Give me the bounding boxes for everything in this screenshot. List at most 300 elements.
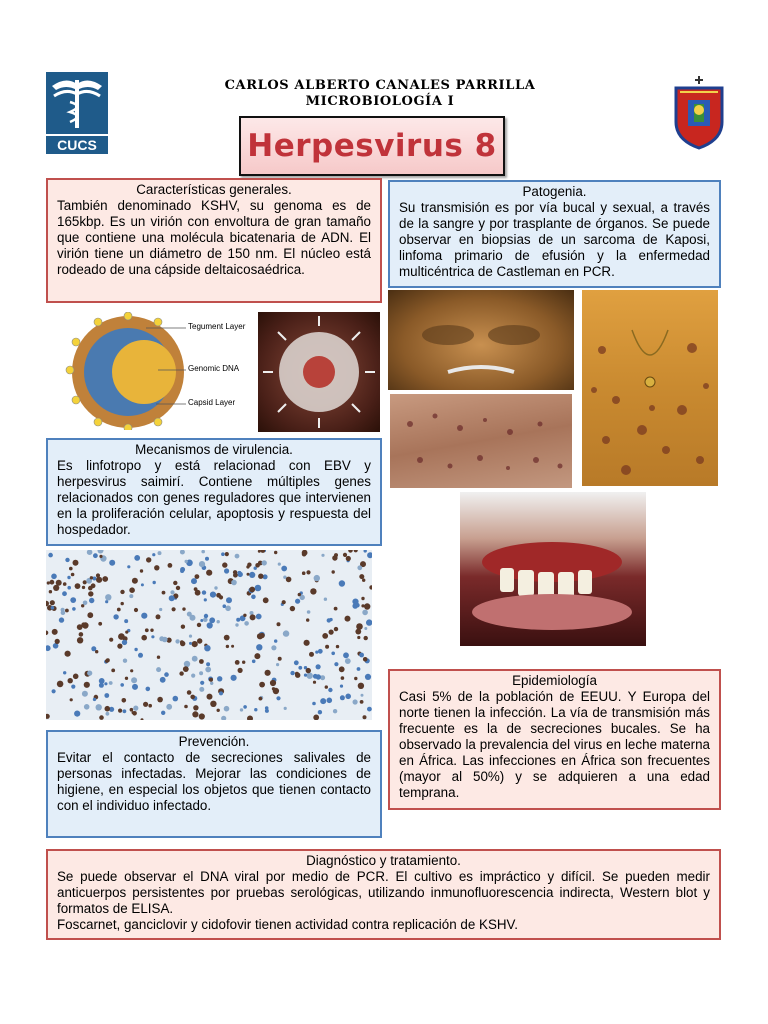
- cell-nucleus: [361, 597, 364, 600]
- cell-nucleus: [258, 550, 261, 553]
- cell-nucleus: [250, 611, 254, 615]
- cell-nucleus: [250, 614, 256, 620]
- cell-nucleus: [259, 682, 265, 688]
- cell-nucleus: [325, 645, 329, 649]
- patient-chest-photo: [582, 290, 718, 486]
- cell-nucleus: [182, 607, 185, 610]
- cell-nucleus: [70, 597, 76, 603]
- cell-nucleus: [57, 681, 64, 688]
- cell-nucleus: [345, 658, 351, 664]
- cell-nucleus: [206, 570, 212, 576]
- cell-nucleus: [74, 711, 80, 717]
- cell-nucleus: [143, 702, 148, 707]
- cell-nucleus: [329, 618, 332, 621]
- cell-nucleus: [132, 684, 138, 690]
- cell-nucleus: [366, 619, 372, 625]
- patient-arms-photo: [390, 394, 572, 488]
- cell-nucleus: [48, 553, 53, 558]
- cell-nucleus: [148, 704, 152, 708]
- prevencion-box: [46, 730, 382, 838]
- cell-nucleus: [249, 572, 255, 578]
- cell-nucleus: [65, 609, 69, 613]
- cell-nucleus: [251, 595, 256, 600]
- cell-nucleus: [197, 623, 201, 627]
- cell-nucleus: [113, 614, 118, 619]
- cell-nucleus: [271, 645, 276, 650]
- cell-nucleus: [354, 677, 357, 680]
- cell-nucleus: [324, 598, 327, 601]
- cell-nucleus: [226, 645, 229, 648]
- cell-nucleus: [221, 552, 225, 556]
- cell-nucleus: [96, 577, 102, 583]
- cell-nucleus: [294, 660, 299, 665]
- cell-nucleus: [140, 569, 143, 572]
- cell-nucleus: [260, 550, 265, 553]
- cell-nucleus: [322, 633, 328, 639]
- cell-nucleus: [52, 689, 56, 693]
- cell-nucleus: [173, 696, 179, 702]
- cell-nucleus: [192, 711, 198, 717]
- cell-nucleus: [159, 608, 162, 611]
- cell-nucleus: [79, 632, 84, 637]
- cell-nucleus: [295, 672, 299, 676]
- cell-nucleus: [160, 677, 166, 683]
- cell-nucleus: [357, 565, 362, 570]
- cell-nucleus: [304, 640, 310, 646]
- cell-nucleus: [224, 568, 229, 573]
- cell-nucleus: [357, 636, 360, 639]
- cell-nucleus: [364, 636, 368, 640]
- cell-nucleus: [204, 614, 208, 618]
- cell-nucleus: [199, 713, 205, 719]
- cell-nucleus: [93, 553, 98, 558]
- cell-nucleus: [102, 576, 108, 582]
- patient-face-photo: [388, 290, 574, 390]
- epidemiologia-body: Casi 5% de la población de EEUU. Y Europa del norte tienen la infección. La vía de transmisión más frecuente es la de secreciones bucales. Se ha observado la prevalencia del virus en leche materna en África. Las infecciones en África son frecuentes (mayor al 50%) y se adquieren a una edad temprana.: [399, 689, 710, 800]
- cell-nucleus: [361, 604, 364, 607]
- cell-nucleus: [343, 553, 347, 557]
- cell-nucleus: [359, 653, 364, 658]
- cell-nucleus: [210, 701, 216, 707]
- cell-nucleus: [176, 586, 180, 590]
- mecanismos-heading: Mecanismos de virulencia.: [135, 442, 293, 457]
- cell-nucleus: [274, 551, 277, 554]
- cell-nucleus: [158, 551, 162, 555]
- cell-nucleus: [127, 565, 130, 568]
- patogenia-body: Su transmisión es por vía bucal y sexual, a través de la sangre y por trasplante de órganos. Se puede observar en biopsias de un sarcoma de Kaposi, linfoma primario de efusión y la enfermedad multicéntrica de Castleman en PCR.: [399, 200, 710, 279]
- cell-nucleus: [109, 560, 115, 566]
- cell-nucleus: [237, 571, 241, 575]
- cell-nucleus: [157, 697, 163, 703]
- cell-nucleus: [369, 585, 372, 589]
- cell-nucleus: [125, 631, 128, 634]
- genomic-label: Genomic DNA: [188, 364, 240, 373]
- cell-nucleus: [247, 716, 253, 721]
- cell-nucleus: [192, 656, 198, 662]
- cell-nucleus: [243, 614, 246, 617]
- cell-nucleus: [120, 590, 124, 594]
- cell-nucleus: [63, 671, 66, 674]
- prevencion-body: Evitar el contacto de secreciones salivales de personas infectadas. Mejorar las condiciones de higiene, en especial los objetos que tienen contacto con el individuo infectado.: [57, 750, 371, 813]
- cell-nucleus: [281, 566, 287, 572]
- cell-nucleus: [156, 614, 161, 619]
- cell-nucleus: [166, 704, 172, 710]
- cell-nucleus: [93, 698, 96, 701]
- cell-nucleus: [95, 650, 98, 653]
- cell-nucleus: [199, 671, 203, 675]
- cell-nucleus: [256, 644, 262, 650]
- cell-nucleus: [217, 620, 220, 623]
- cell-nucleus: [99, 678, 105, 684]
- cell-nucleus: [71, 685, 75, 689]
- cell-nucleus: [133, 706, 138, 711]
- cell-nucleus: [129, 587, 135, 593]
- cell-nucleus: [46, 631, 48, 636]
- cell-nucleus: [265, 709, 269, 713]
- cell-nucleus: [61, 608, 65, 612]
- author-name: [200, 78, 560, 110]
- cell-nucleus: [217, 676, 222, 681]
- cell-nucleus: [328, 688, 332, 692]
- cell-nucleus: [134, 608, 138, 612]
- cell-nucleus: [263, 597, 269, 603]
- cell-nucleus: [205, 667, 211, 673]
- cell-nucleus: [334, 553, 338, 557]
- patogenia-box: [388, 180, 721, 288]
- cell-nucleus: [259, 697, 263, 701]
- cell-nucleus: [290, 671, 294, 675]
- cell-nucleus: [152, 553, 155, 556]
- cell-nucleus: [90, 576, 93, 579]
- cell-nucleus: [150, 629, 153, 632]
- cell-nucleus: [56, 580, 62, 586]
- cell-nucleus: [243, 705, 247, 709]
- cell-nucleus: [141, 583, 144, 586]
- cell-nucleus: [286, 577, 292, 583]
- cell-nucleus: [55, 639, 60, 644]
- cell-nucleus: [180, 550, 185, 555]
- cell-nucleus: [329, 630, 334, 635]
- cell-nucleus: [51, 574, 57, 580]
- cell-nucleus: [162, 637, 168, 643]
- cell-nucleus: [162, 591, 166, 595]
- cell-nucleus: [168, 563, 173, 568]
- cell-nucleus: [122, 640, 127, 645]
- cell-nucleus: [217, 709, 220, 712]
- mecanismos-body: Es linfotropo y está relacionad con EBV y herpesvirus saimirí. Contiene múltiples genes relacionados con genes reguladores que intervienen en la proliferación celular, apoptosis y respuesta del hospedador.: [57, 458, 371, 537]
- cell-nucleus: [96, 704, 102, 710]
- cell-nucleus: [193, 705, 198, 710]
- cell-nucleus: [346, 556, 351, 561]
- cell-nucleus: [207, 622, 213, 628]
- cell-nucleus: [99, 555, 102, 558]
- cell-nucleus: [192, 641, 198, 647]
- cell-nucleus: [226, 597, 232, 603]
- cell-nucleus: [169, 595, 175, 601]
- cell-nucleus: [240, 708, 243, 711]
- cell-nucleus: [367, 707, 372, 712]
- cell-nucleus: [364, 627, 367, 630]
- cell-nucleus: [63, 582, 67, 586]
- caracteristicas-box: [46, 178, 382, 303]
- mecanismos-box: [46, 438, 382, 546]
- cell-nucleus: [365, 674, 371, 680]
- cell-nucleus: [194, 587, 198, 591]
- cell-nucleus: [356, 623, 363, 630]
- cell-nucleus: [104, 682, 107, 685]
- cell-nucleus: [141, 635, 147, 641]
- cell-nucleus: [276, 663, 279, 666]
- cell-nucleus: [345, 616, 351, 622]
- cell-nucleus: [318, 649, 323, 654]
- cell-nucleus: [123, 709, 127, 713]
- cell-nucleus: [180, 640, 184, 644]
- cell-nucleus: [258, 574, 263, 579]
- cell-nucleus: [181, 625, 185, 629]
- cell-nucleus: [312, 702, 316, 706]
- cell-nucleus: [225, 606, 231, 612]
- cell-nucleus: [352, 603, 358, 609]
- virion-diagram: [46, 312, 252, 430]
- cell-nucleus: [310, 588, 316, 594]
- cell-nucleus: [236, 618, 240, 622]
- cell-nucleus: [81, 622, 86, 627]
- cell-nucleus: [89, 598, 94, 603]
- cell-nucleus: [179, 671, 183, 675]
- cell-nucleus: [332, 570, 335, 573]
- diagnostico-heading: Diagnóstico y tratamiento.: [306, 853, 461, 868]
- cell-nucleus: [104, 693, 109, 698]
- cell-nucleus: [334, 627, 338, 631]
- cell-nucleus: [51, 606, 55, 610]
- cell-nucleus: [321, 554, 324, 557]
- cell-nucleus: [190, 695, 195, 700]
- cell-nucleus: [221, 716, 226, 720]
- cell-nucleus: [84, 704, 90, 710]
- cell-nucleus: [340, 695, 345, 700]
- cell-nucleus: [84, 682, 90, 688]
- cell-nucleus: [146, 557, 151, 562]
- cell-nucleus: [362, 579, 365, 582]
- cell-nucleus: [141, 613, 147, 619]
- cell-nucleus: [92, 577, 96, 581]
- cell-nucleus: [359, 574, 364, 579]
- cell-nucleus: [117, 644, 122, 649]
- cell-nucleus: [71, 573, 75, 577]
- cell-nucleus: [105, 659, 109, 663]
- cell-nucleus: [99, 715, 104, 720]
- patogenia-heading: Patogenia.: [522, 184, 587, 199]
- cell-nucleus: [130, 708, 134, 712]
- cell-nucleus: [255, 563, 260, 568]
- cell-nucleus: [249, 587, 255, 593]
- cell-nucleus: [318, 710, 322, 714]
- cell-nucleus: [225, 552, 229, 556]
- cell-nucleus: [339, 580, 345, 586]
- cell-nucleus: [65, 558, 69, 562]
- cell-nucleus: [122, 698, 127, 703]
- cell-nucleus: [141, 718, 144, 720]
- author-line: CARLOS ALBERTO CANALES PARRILLA: [224, 78, 536, 93]
- cell-nucleus: [231, 580, 237, 586]
- cell-nucleus: [62, 591, 67, 596]
- cell-nucleus: [199, 561, 205, 567]
- cell-nucleus: [200, 619, 203, 622]
- cell-nucleus: [146, 687, 151, 692]
- cell-nucleus: [334, 607, 338, 611]
- cell-nucleus: [190, 615, 196, 621]
- cell-nucleus: [173, 581, 177, 585]
- course-line: MICROBIOLOGÍA I: [305, 94, 455, 109]
- cell-nucleus: [219, 691, 223, 695]
- cell-nucleus: [307, 610, 311, 614]
- cell-nucleus: [125, 677, 128, 680]
- cell-nucleus: [339, 666, 345, 672]
- cell-nucleus: [130, 669, 133, 672]
- cell-nucleus: [105, 600, 108, 603]
- cell-nucleus: [145, 628, 149, 632]
- cell-nucleus: [325, 685, 328, 688]
- cell-nucleus: [353, 699, 358, 704]
- cell-nucleus: [67, 576, 70, 579]
- cell-nucleus: [123, 659, 127, 663]
- cell-nucleus: [238, 668, 243, 673]
- cell-nucleus: [255, 585, 262, 592]
- cell-nucleus: [309, 652, 314, 657]
- cell-nucleus: [298, 593, 301, 596]
- cell-nucleus: [306, 668, 311, 673]
- cell-nucleus: [91, 583, 96, 588]
- cell-nucleus: [82, 586, 85, 589]
- cell-nucleus: [87, 550, 93, 555]
- cell-nucleus: [214, 586, 217, 589]
- cell-nucleus: [105, 706, 111, 712]
- cell-nucleus: [111, 669, 115, 673]
- cell-nucleus: [189, 642, 192, 645]
- cell-nucleus: [52, 629, 58, 635]
- cell-nucleus: [327, 698, 333, 704]
- cell-nucleus: [302, 550, 308, 556]
- cell-nucleus: [343, 652, 349, 658]
- cell-nucleus: [306, 570, 310, 574]
- cell-nucleus: [277, 622, 281, 626]
- cell-nucleus: [184, 661, 190, 667]
- caracteristicas-heading: Características generales.: [136, 182, 292, 197]
- cell-nucleus: [336, 645, 339, 648]
- cell-nucleus: [82, 691, 88, 697]
- cell-nucleus: [314, 575, 320, 581]
- cell-nucleus: [205, 557, 209, 561]
- cell-nucleus: [231, 675, 237, 681]
- cell-nucleus: [216, 593, 221, 598]
- cell-nucleus: [138, 653, 143, 658]
- cell-nucleus: [260, 633, 265, 638]
- cell-nucleus: [210, 592, 216, 598]
- cell-nucleus: [364, 603, 370, 609]
- cell-nucleus: [180, 569, 184, 573]
- cell-nucleus: [307, 673, 313, 679]
- cell-nucleus: [50, 580, 55, 585]
- cucs-logo: [46, 72, 108, 154]
- cell-nucleus: [121, 602, 124, 605]
- cell-nucleus: [131, 677, 137, 683]
- cell-nucleus: [242, 661, 245, 664]
- cell-nucleus: [50, 600, 55, 605]
- cell-nucleus: [360, 700, 364, 704]
- cell-nucleus: [278, 563, 281, 566]
- diagnostico-body-2: Foscarnet, ganciclovir y cidofovir tienen actividad contra replicación de KSHV.: [57, 917, 518, 932]
- cell-nucleus: [124, 619, 128, 623]
- cell-nucleus: [183, 666, 189, 672]
- cell-nucleus: [224, 706, 230, 712]
- cell-nucleus: [331, 652, 335, 656]
- page-title: Herpesvirus 8: [247, 128, 497, 164]
- cell-nucleus: [340, 685, 343, 688]
- cell-nucleus: [210, 682, 213, 685]
- cell-nucleus: [161, 711, 165, 715]
- cell-nucleus: [83, 601, 88, 606]
- cell-nucleus: [118, 709, 122, 713]
- cell-nucleus: [270, 680, 276, 686]
- cell-nucleus: [87, 612, 93, 618]
- cell-nucleus: [295, 599, 300, 604]
- epidemiologia-box: [388, 669, 721, 810]
- cell-nucleus: [67, 586, 71, 590]
- cell-nucleus: [59, 617, 64, 622]
- cell-nucleus: [204, 645, 210, 651]
- cell-nucleus: [361, 694, 364, 697]
- epidemiologia-heading: Epidemiología: [512, 673, 597, 688]
- cell-nucleus: [70, 698, 73, 701]
- cell-nucleus: [132, 711, 137, 716]
- cell-nucleus: [88, 591, 93, 596]
- cell-nucleus: [233, 570, 237, 574]
- cell-nucleus: [334, 662, 338, 666]
- cell-nucleus: [207, 694, 213, 700]
- cell-nucleus: [151, 635, 154, 638]
- cell-nucleus: [46, 714, 50, 719]
- cell-nucleus: [282, 600, 286, 604]
- cell-nucleus: [200, 681, 204, 685]
- cell-nucleus: [73, 674, 79, 680]
- cell-nucleus: [304, 674, 307, 677]
- cell-nucleus: [333, 709, 337, 713]
- cell-nucleus: [72, 607, 76, 611]
- cell-nucleus: [354, 550, 358, 552]
- cell-nucleus: [129, 594, 133, 598]
- cell-nucleus: [206, 662, 210, 666]
- diagnostico-body: Se puede observar el DNA viral por medio de PCR. El cultivo es imprácticо y difícil. Se pueden medir anticuerpos persistentes por pruebas serológicas, utilizando inmunofluorescencia indirecta, Western blot y formatos de ELISA.: [57, 869, 710, 916]
- cell-nucleus: [197, 638, 202, 643]
- cell-nucleus: [363, 657, 368, 662]
- cell-nucleus: [298, 666, 302, 670]
- cell-nucleus: [345, 694, 351, 700]
- cell-nucleus: [156, 667, 161, 672]
- cell-nucleus: [224, 635, 230, 641]
- tegument-label: Tegument Layer: [188, 322, 246, 331]
- cell-nucleus: [189, 635, 192, 638]
- university-seal: [668, 74, 730, 150]
- cell-nucleus: [276, 696, 280, 700]
- cell-nucleus: [274, 639, 277, 642]
- cell-nucleus: [153, 581, 156, 584]
- cell-nucleus: [201, 550, 205, 553]
- oral-lesion-photo: [460, 492, 646, 646]
- cell-nucleus: [172, 607, 176, 611]
- cell-nucleus: [46, 645, 51, 651]
- cell-nucleus: [306, 618, 309, 621]
- capsid-label: Capsid Layer: [188, 398, 236, 407]
